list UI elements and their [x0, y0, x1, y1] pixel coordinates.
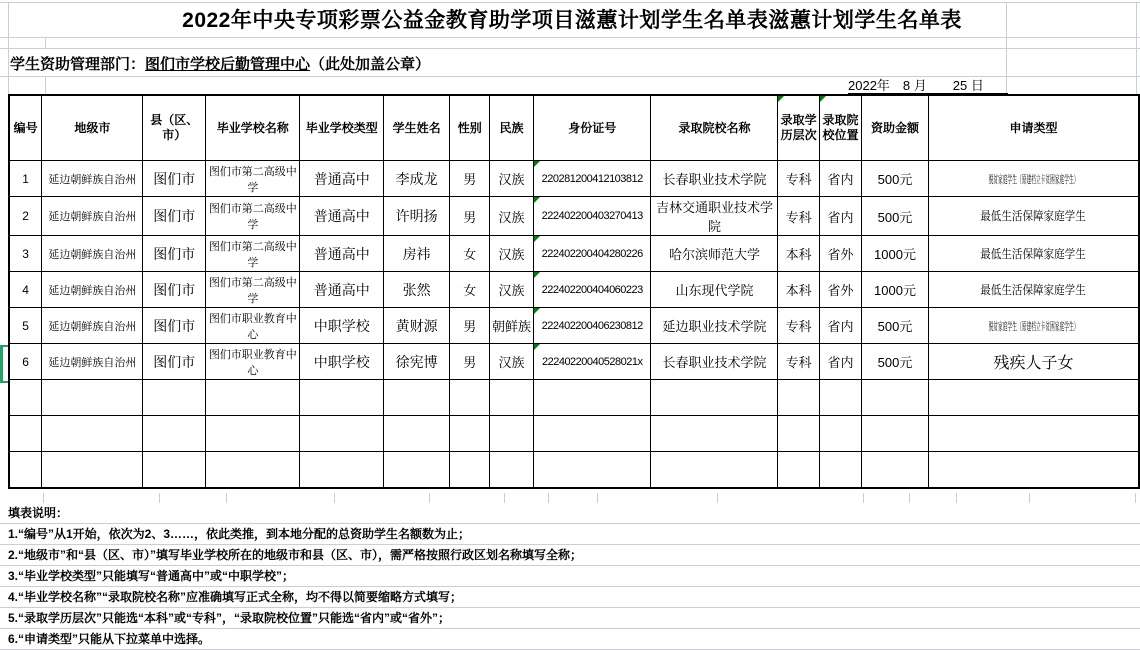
gridline-strip — [8, 493, 1136, 503]
empty-cell-prefecture[interactable] — [42, 380, 143, 416]
cell-school-type[interactable]: 中职学校 — [300, 344, 384, 380]
gridline — [1136, 2, 1137, 94]
cell-student-name[interactable]: 许明扬 — [383, 197, 449, 236]
error-marker-icon — [534, 272, 540, 278]
empty-cell-application-type[interactable] — [928, 452, 1139, 489]
cell-county[interactable]: 图们市 — [143, 344, 206, 380]
note-line-4[interactable]: 4.“毕业学校名称”“录取院校名称”应准确填写正式全称，均不得以简要缩略方式填写； — [0, 587, 1140, 608]
column-header-college[interactable]: 录取院校名称 — [651, 95, 778, 161]
column-header-school[interactable]: 毕业学校名称 — [206, 95, 300, 161]
empty-cell-college-location[interactable] — [819, 380, 861, 416]
cell-num[interactable]: 5 — [9, 308, 42, 344]
table-row — [9, 308, 1139, 344]
cell-num[interactable]: 3 — [9, 236, 42, 272]
cell-school[interactable]: 图们市第二高级中学 — [206, 161, 300, 197]
cell-gender[interactable]: 女 — [450, 272, 490, 308]
cell-prefecture[interactable]: 延边朝鲜族自治州 — [42, 236, 143, 272]
empty-cell-college[interactable] — [651, 380, 778, 416]
empty-cell-num[interactable] — [9, 452, 42, 489]
empty-cell-ethnicity[interactable] — [490, 452, 534, 489]
error-marker-icon — [534, 236, 540, 242]
column-header-school-type[interactable]: 毕业学校类型 — [300, 95, 384, 161]
empty-cell-num[interactable] — [9, 416, 42, 452]
row-selection-indicator — [0, 345, 3, 383]
cell-school[interactable]: 图们市第二高级中学 — [206, 272, 300, 308]
dept-cell[interactable] — [10, 50, 430, 76]
gridline-cell — [864, 493, 910, 503]
empty-cell-gender[interactable] — [450, 380, 490, 416]
column-header-college-location[interactable]: 录取院校位置 — [819, 95, 861, 161]
cell-college-location[interactable]: 省内 — [819, 197, 861, 236]
column-header-degree-level[interactable]: 录取学历层次 — [778, 95, 819, 161]
table-row — [9, 272, 1139, 308]
row-selection-indicator — [0, 345, 8, 347]
empty-cell-college[interactable] — [651, 452, 778, 489]
gridline — [0, 37, 1140, 38]
empty-cell-ethnicity[interactable] — [490, 380, 534, 416]
cell-student-name[interactable]: 房祎 — [383, 236, 449, 272]
empty-cell-prefecture[interactable] — [42, 416, 143, 452]
cell-amount[interactable]: 1000元 — [862, 272, 929, 308]
empty-row — [9, 452, 1139, 489]
gridline-cell — [718, 493, 864, 503]
cell-degree-level[interactable]: 专科 — [778, 161, 819, 197]
cell-application-type[interactable]: 脱贫家庭学生（原建档立卡贫困家庭学生） — [928, 308, 1139, 344]
cell-gender[interactable]: 男 — [450, 308, 490, 344]
empty-cell-county[interactable] — [143, 452, 206, 489]
cell-id-number[interactable]: 222402200406230812 — [534, 308, 651, 344]
cell-num[interactable]: 1 — [9, 161, 42, 197]
dept-suffix: （此处加盖公章） — [310, 55, 431, 73]
empty-cell-school-type[interactable] — [300, 416, 384, 452]
cell-gender[interactable]: 女 — [450, 236, 490, 272]
gridline-cell — [598, 493, 718, 503]
column-header-amount[interactable]: 资助金额 — [862, 95, 929, 161]
empty-cell-degree-level[interactable] — [778, 452, 819, 489]
empty-cell-school[interactable] — [206, 416, 300, 452]
cell-id-number[interactable]: 222402200404280226 — [534, 236, 651, 272]
dept-label: 学生资助管理部门： — [10, 55, 146, 73]
error-marker-icon — [778, 96, 784, 102]
table-row-selected — [9, 344, 1139, 380]
cell-gender[interactable]: 男 — [450, 344, 490, 380]
cell-prefecture[interactable]: 延边朝鲜族自治州 — [42, 308, 143, 344]
cell-school[interactable]: 图们市职业教育中心 — [206, 344, 300, 380]
empty-cell-id-number[interactable] — [534, 380, 651, 416]
column-header-county[interactable]: 县（区、市） — [143, 95, 206, 161]
cell-school-type[interactable]: 中职学校 — [300, 308, 384, 344]
gridline-cell — [957, 493, 1030, 503]
note-line-1[interactable]: 1.“编号”从1开始，依次为2、3……，依此类推，到本地分配的总资助学生名额数为止； — [0, 524, 1140, 545]
gridline-cell — [1030, 493, 1136, 503]
column-header-gender[interactable]: 性别 — [450, 95, 490, 161]
empty-cell-amount[interactable] — [862, 416, 929, 452]
cell-school[interactable]: 图们市第二高级中学 — [206, 236, 300, 272]
cell-school-type[interactable]: 普通高中 — [300, 197, 384, 236]
gridline-cell — [335, 493, 430, 503]
cell-college-location[interactable]: 省内 — [819, 308, 861, 344]
column-header-ethnicity[interactable]: 民族 — [490, 95, 534, 161]
cell-county[interactable]: 图们市 — [143, 161, 206, 197]
empty-cell-county[interactable] — [143, 380, 206, 416]
cell-num[interactable]: 4 — [9, 272, 42, 308]
cell-ethnicity[interactable]: 汉族 — [490, 272, 534, 308]
cell-amount[interactable]: 500元 — [862, 161, 929, 197]
empty-cell-ethnicity[interactable] — [490, 416, 534, 452]
gridline-cell — [910, 493, 957, 503]
sheet-title[interactable]: 2022年中央专项彩票公益金教育助学项目滋蕙计划学生名单表滋蕙计划学生名单表 — [182, 8, 962, 32]
empty-cell-id-number[interactable] — [534, 416, 651, 452]
note-line-3[interactable]: 3.“毕业学校类型”只能填写“普通高中”或“中职学校”； — [0, 566, 1140, 587]
empty-cell-student-name[interactable] — [383, 380, 449, 416]
empty-cell-county[interactable] — [143, 416, 206, 452]
cell-id-number[interactable]: 222402200404060223 — [534, 272, 651, 308]
empty-cell-student-name[interactable] — [383, 416, 449, 452]
empty-cell-student-name[interactable] — [383, 452, 449, 489]
cell-county[interactable]: 图们市 — [143, 308, 206, 344]
column-header-id-number[interactable]: 身份证号 — [534, 95, 651, 161]
error-marker-icon — [534, 161, 540, 167]
empty-cell-college[interactable] — [651, 416, 778, 452]
cell-prefecture[interactable]: 延边朝鲜族自治州 — [42, 272, 143, 308]
cell-student-name[interactable]: 张然 — [383, 272, 449, 308]
notes-title[interactable]: 填表说明： — [0, 503, 1140, 524]
cell-college[interactable]: 延边职业技术学院 — [651, 308, 778, 344]
note-line-2[interactable]: 2.“地级市”和“县（区、市）”填写毕业学校所在的地级市和县（区、市），需严格按照行政区划名称填写全称； — [0, 545, 1140, 566]
cell-amount[interactable]: 500元 — [862, 197, 929, 236]
column-header-student-name[interactable]: 学生姓名 — [383, 95, 449, 161]
cell-id-number[interactable]: 22240220040528021x — [534, 344, 651, 380]
cell-id-number[interactable]: 222402200403270413 — [534, 197, 651, 236]
cell-num[interactable]: 6 — [9, 344, 42, 380]
cell-ethnicity[interactable]: 汉族 — [490, 161, 534, 197]
note-line-6[interactable]: 6.“申请类型”只能从下拉菜单中选择。 — [0, 629, 1140, 650]
cell-amount[interactable]: 1000元 — [862, 236, 929, 272]
row-selection-indicator — [0, 381, 8, 383]
empty-cell-amount[interactable] — [862, 380, 929, 416]
empty-row — [9, 416, 1139, 452]
cell-county[interactable]: 图们市 — [143, 272, 206, 308]
gridline-cell — [505, 493, 549, 503]
error-marker-icon — [534, 197, 540, 203]
cell-student-name[interactable]: 黄财源 — [383, 308, 449, 344]
cell-college[interactable]: 长春职业技术学院 — [651, 161, 778, 197]
empty-cell-application-type[interactable] — [928, 416, 1139, 452]
cell-ethnicity[interactable]: 汉族 — [490, 197, 534, 236]
column-header-prefecture[interactable]: 地级市 — [42, 95, 143, 161]
cell-college-location[interactable]: 省内 — [819, 161, 861, 197]
empty-cell-school-type[interactable] — [300, 380, 384, 416]
cell-ethnicity[interactable]: 朝鲜族 — [490, 308, 534, 344]
error-marker-icon — [820, 96, 826, 102]
cell-amount[interactable]: 500元 — [862, 308, 929, 344]
notes-section — [0, 503, 1140, 650]
cell-degree-level[interactable]: 专科 — [778, 308, 819, 344]
gridline-cell — [549, 493, 598, 503]
cell-county[interactable]: 图们市 — [143, 197, 206, 236]
empty-cell-school[interactable] — [206, 380, 300, 416]
gridline-cell — [227, 493, 335, 503]
empty-row — [9, 380, 1139, 416]
error-marker-icon — [534, 344, 540, 350]
note-line-5[interactable]: 5.“录取学历层次”只能选“本科”或“专科”，“录取院校位置”只能选“省内”或“省外”； — [0, 608, 1140, 629]
empty-cell-school[interactable] — [206, 452, 300, 489]
empty-cell-gender[interactable] — [450, 452, 490, 489]
cell-school[interactable]: 图们市职业教育中心 — [206, 308, 300, 344]
table-row — [9, 236, 1139, 272]
gridline-cell — [160, 493, 227, 503]
cell-school-type[interactable]: 普通高中 — [300, 161, 384, 197]
empty-cell-degree-level[interactable] — [778, 380, 819, 416]
cell-college[interactable]: 吉林交通职业技术学院 — [651, 197, 778, 236]
empty-cell-college-location[interactable] — [819, 452, 861, 489]
header-row — [9, 95, 1139, 161]
cell-county[interactable]: 图们市 — [143, 236, 206, 272]
gridline-cell — [44, 493, 160, 503]
cell-id-number[interactable]: 220281200412103812 — [534, 161, 651, 197]
cell-ethnicity[interactable]: 汉族 — [490, 344, 534, 380]
empty-cell-amount[interactable] — [862, 452, 929, 489]
cell-college-location[interactable]: 省外 — [819, 272, 861, 308]
cell-college[interactable]: 哈尔滨师范大学 — [651, 236, 778, 272]
student-roster-table — [8, 94, 1140, 489]
cell-student-name[interactable]: 李成龙 — [383, 161, 449, 197]
cell-gender[interactable]: 男 — [450, 161, 490, 197]
empty-cell-school-type[interactable] — [300, 452, 384, 489]
cell-application-type[interactable]: 最低生活保障家庭学生 — [928, 197, 1139, 236]
empty-cell-id-number[interactable] — [534, 452, 651, 489]
cell-degree-level[interactable]: 本科 — [778, 236, 819, 272]
empty-cell-college-location[interactable] — [819, 416, 861, 452]
date-cell[interactable]: 2022年 8 月 25 日 — [848, 78, 984, 93]
cell-degree-level[interactable]: 专科 — [778, 197, 819, 236]
cell-prefecture[interactable]: 延边朝鲜族自治州 — [42, 344, 143, 380]
empty-cell-prefecture[interactable] — [42, 452, 143, 489]
cell-college-location[interactable]: 省内 — [819, 344, 861, 380]
cell-ethnicity[interactable]: 汉族 — [490, 236, 534, 272]
cell-school-type[interactable]: 普通高中 — [300, 272, 384, 308]
cell-college[interactable]: 长春职业技术学院 — [651, 344, 778, 380]
cell-college[interactable]: 山东现代学院 — [651, 272, 778, 308]
cell-school-type[interactable]: 普通高中 — [300, 236, 384, 272]
empty-cell-gender[interactable] — [450, 416, 490, 452]
column-header-application-type[interactable]: 申请类型 — [928, 95, 1139, 161]
gridline — [0, 48, 1140, 49]
cell-application-type[interactable]: 最低生活保障家庭学生 — [928, 236, 1139, 272]
gridline-cell — [8, 493, 44, 503]
cell-college-location[interactable]: 省外 — [819, 236, 861, 272]
cell-gender[interactable]: 男 — [450, 197, 490, 236]
cell-degree-level[interactable]: 本科 — [778, 272, 819, 308]
cell-application-type[interactable]: 脱贫家庭学生（原建档立卡贫困家庭学生） — [928, 161, 1139, 197]
cell-school[interactable]: 图们市第二高级中学 — [206, 197, 300, 236]
empty-cell-degree-level[interactable] — [778, 416, 819, 452]
cell-application-type[interactable]: 最低生活保障家庭学生 — [928, 272, 1139, 308]
gridline — [45, 76, 46, 94]
cell-application-type[interactable]: 残疾人子女 — [928, 344, 1139, 380]
empty-cell-application-type[interactable] — [928, 380, 1139, 416]
empty-cell-num[interactable] — [9, 380, 42, 416]
column-header-num[interactable]: 编号 — [9, 95, 42, 161]
table-row — [9, 197, 1139, 236]
dept-value: 图们市学校后勤管理中心 — [145, 55, 311, 73]
table-row — [9, 161, 1139, 197]
cell-degree-level[interactable]: 专科 — [778, 344, 819, 380]
gridline — [45, 37, 46, 48]
cell-prefecture[interactable]: 延边朝鲜族自治州 — [42, 197, 143, 236]
gridline-cell — [430, 493, 505, 503]
cell-prefecture[interactable]: 延边朝鲜族自治州 — [42, 161, 143, 197]
cell-amount[interactable]: 500元 — [862, 344, 929, 380]
cell-num[interactable]: 2 — [9, 197, 42, 236]
cell-student-name[interactable]: 徐宪博 — [383, 344, 449, 380]
error-marker-icon — [534, 308, 540, 314]
